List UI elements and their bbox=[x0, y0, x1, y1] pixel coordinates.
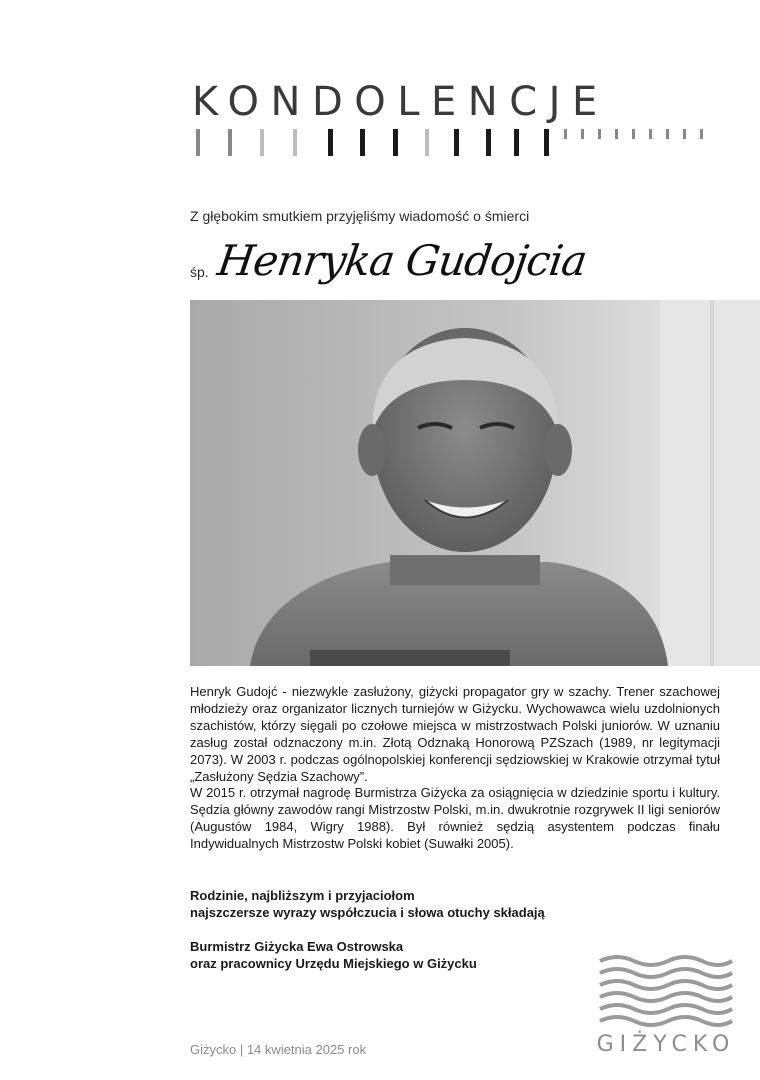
decorative-bars bbox=[196, 128, 716, 158]
deceased-name: Henryka Gudojcia bbox=[214, 236, 590, 285]
footer-place-date: Giżycko | 14 kwietnia 2025 rok bbox=[190, 1042, 367, 1057]
bio-paragraph: Henryk Gudojć - niezwykle zasłużony, giżycki propagator gry w szachy. Trener szachowej młodzieży oraz organizator licznych turniejów w Giżycku. Wychowawca wielu uzdolnionych szachistów, którzy sięgali po czołowe miejsca w mistrzostwach Polski juniorów. W uznaniu zasług został odznaczony m.in. Złotą Odznaką Honorową PZSzach (1989, nr legitymacji 2073). W 2003 r. podczas ogólnopolskiej konferencji sędziowskiej w Krakowie otrzymał tytuł „Zasłużony Sędzia Szachowy”. bbox=[190, 684, 720, 784]
biography bbox=[190, 684, 720, 853]
signature-line: oraz pracownicy Urzędu Miejskiego w Giżycku bbox=[190, 956, 477, 971]
bio-paragraph: W 2015 r. otrzymał nagrodę Burmistrza Giżycka za osiągnięcia w dziedzinie sportu i kultury. Sędzia główny zawodów rangi Mistrzostw Polski, m.in. dwukrotnie rozgrywek II ligi seniorów (Augustów 1984, Wigry 1988). Był również sędzią asystentem podczas finału Indywidualnych Mistrzostw Polski kobiet (Suwałki 2005). bbox=[190, 785, 720, 852]
name-row bbox=[190, 236, 750, 298]
portrait-icon bbox=[190, 300, 760, 666]
barcode-ornament-icon bbox=[196, 128, 716, 158]
intro-text: Z głębokim smutkiem przyjęliśmy wiadomość o śmierci bbox=[190, 208, 530, 224]
logo-text: GIŻYCKO bbox=[596, 1032, 736, 1057]
portrait-photo bbox=[190, 300, 760, 666]
signature-line: Burmistrz Giżycka Ewa Ostrowska bbox=[190, 939, 404, 954]
waves-logo-icon bbox=[596, 955, 736, 1030]
page-title: KONDOLENCJE bbox=[192, 79, 609, 125]
condolence-line: Rodzinie, najbliższym i przyjaciołom bbox=[190, 888, 415, 903]
condolence-line: najszczersze wyrazy współczucia i słowa otuchy składają bbox=[190, 905, 545, 920]
condolence-message bbox=[190, 887, 610, 921]
name-prefix: śp. bbox=[190, 264, 209, 280]
signature bbox=[190, 938, 610, 972]
